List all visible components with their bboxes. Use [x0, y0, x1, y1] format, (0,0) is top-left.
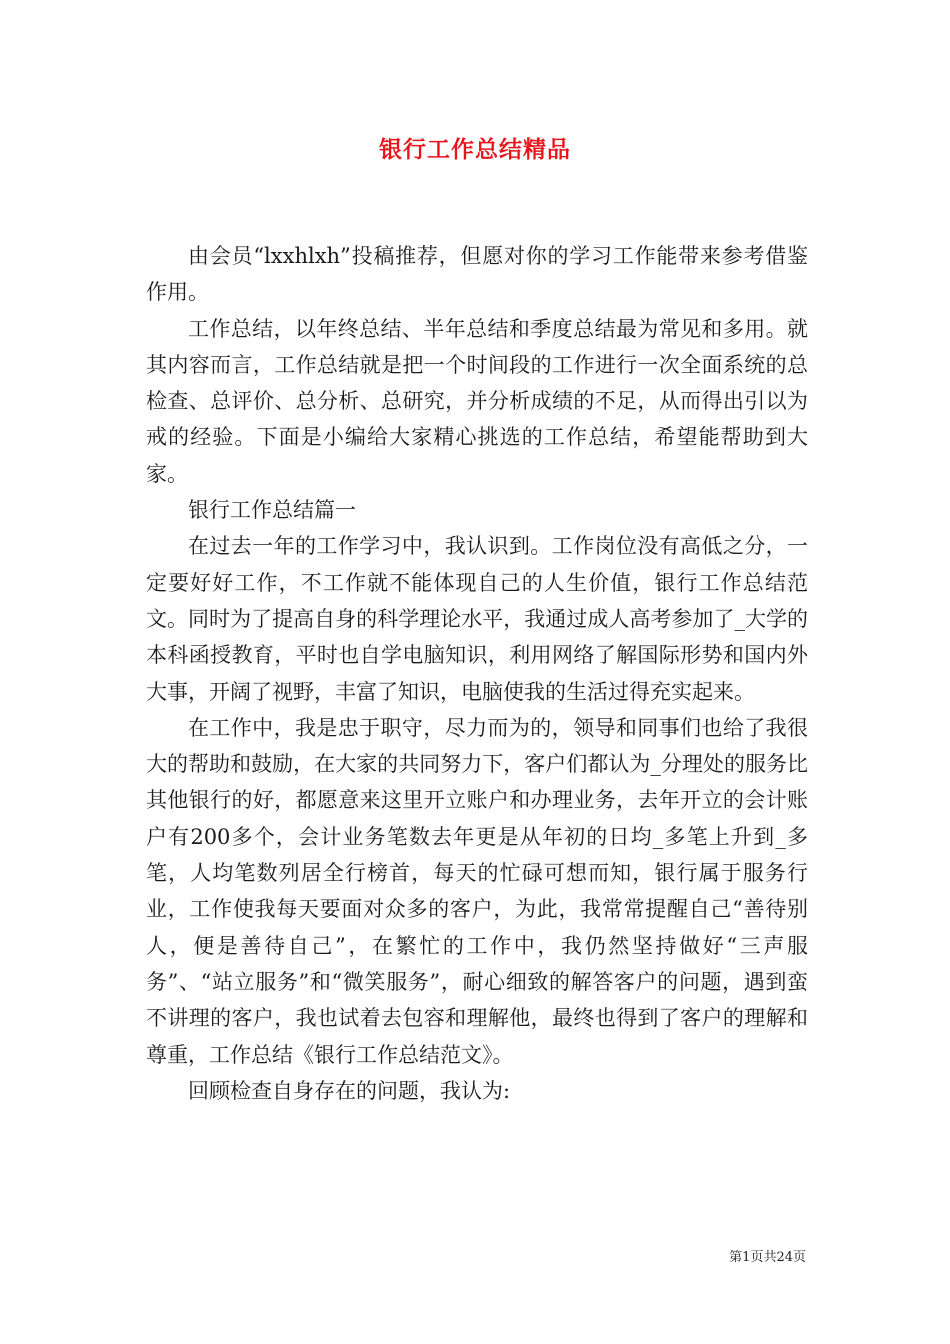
- document-title: 银行工作总结精品: [379, 136, 571, 163]
- section-heading: 银行工作总结篇一: [188, 498, 356, 523]
- paragraph-learning: 在过去一年的工作学习中，我认识到。工作岗位没有高低之分，一定要好好工作，不工作就不能体现自己的人生价值，银行工作总结范文。同时为了提高自身的科学理论水平，我通过成人高考参加了_大学的本科函授教育，平时也自学电脑知识，利用网络了解国际形势和国内外大事，开阔了视野，丰富了知识，电脑使我的生活过得充实起来。: [146, 534, 808, 704]
- paragraph-review: 回顾检查自身存在的问题，我认为:: [188, 1078, 511, 1103]
- document-body: [146, 238, 808, 1109]
- paragraph-intro: 由会员“lxxhlxh”投稿推荐，但愿对你的学习工作能带来参考借鉴作用。: [146, 244, 808, 305]
- page-number: 第1页共24页: [729, 1250, 806, 1265]
- paragraph-work: 在工作中，我是忠于职守，尽力而为的，领导和同事们也给了我很大的帮助和鼓励，在大家的共同努力下，客户们都认为_分理处的服务比其他银行的好，都愿意来这里开立账户和办理业务，去年开立的会计账户有200多个，会计业务笔数去年更是从年初的日均_多笔上升到_多笔，人均笔数列居全行榜首，每天的忙碌可想而知，银行属于服务行业，工作使我每天要面对众多的客户，为此，我常常提醒自己“善待别人，便是善待自己”，在繁忙的工作中，我仍然坚持做好“三声服务”、“站立服务”和“微笑服务”，耐心细致的解答客户的问题，遇到蛮不讲理的客户，我也试着去包容和理解他，最终也得到了客户的理解和尊重，工作总结《银行工作总结范文》。: [146, 715, 808, 1067]
- paragraph-summary-definition: 工作总结，以年终总结、半年总结和季度总结最为常见和多用。就其内容而言，工作总结就是把一个时间段的工作进行一次全面系统的总检查、总评价、总分析、总研究，并分析成绩的不足，从而得出引以为戒的经验。下面是小编给大家精心挑选的工作总结，希望能帮助到大家。: [146, 316, 808, 486]
